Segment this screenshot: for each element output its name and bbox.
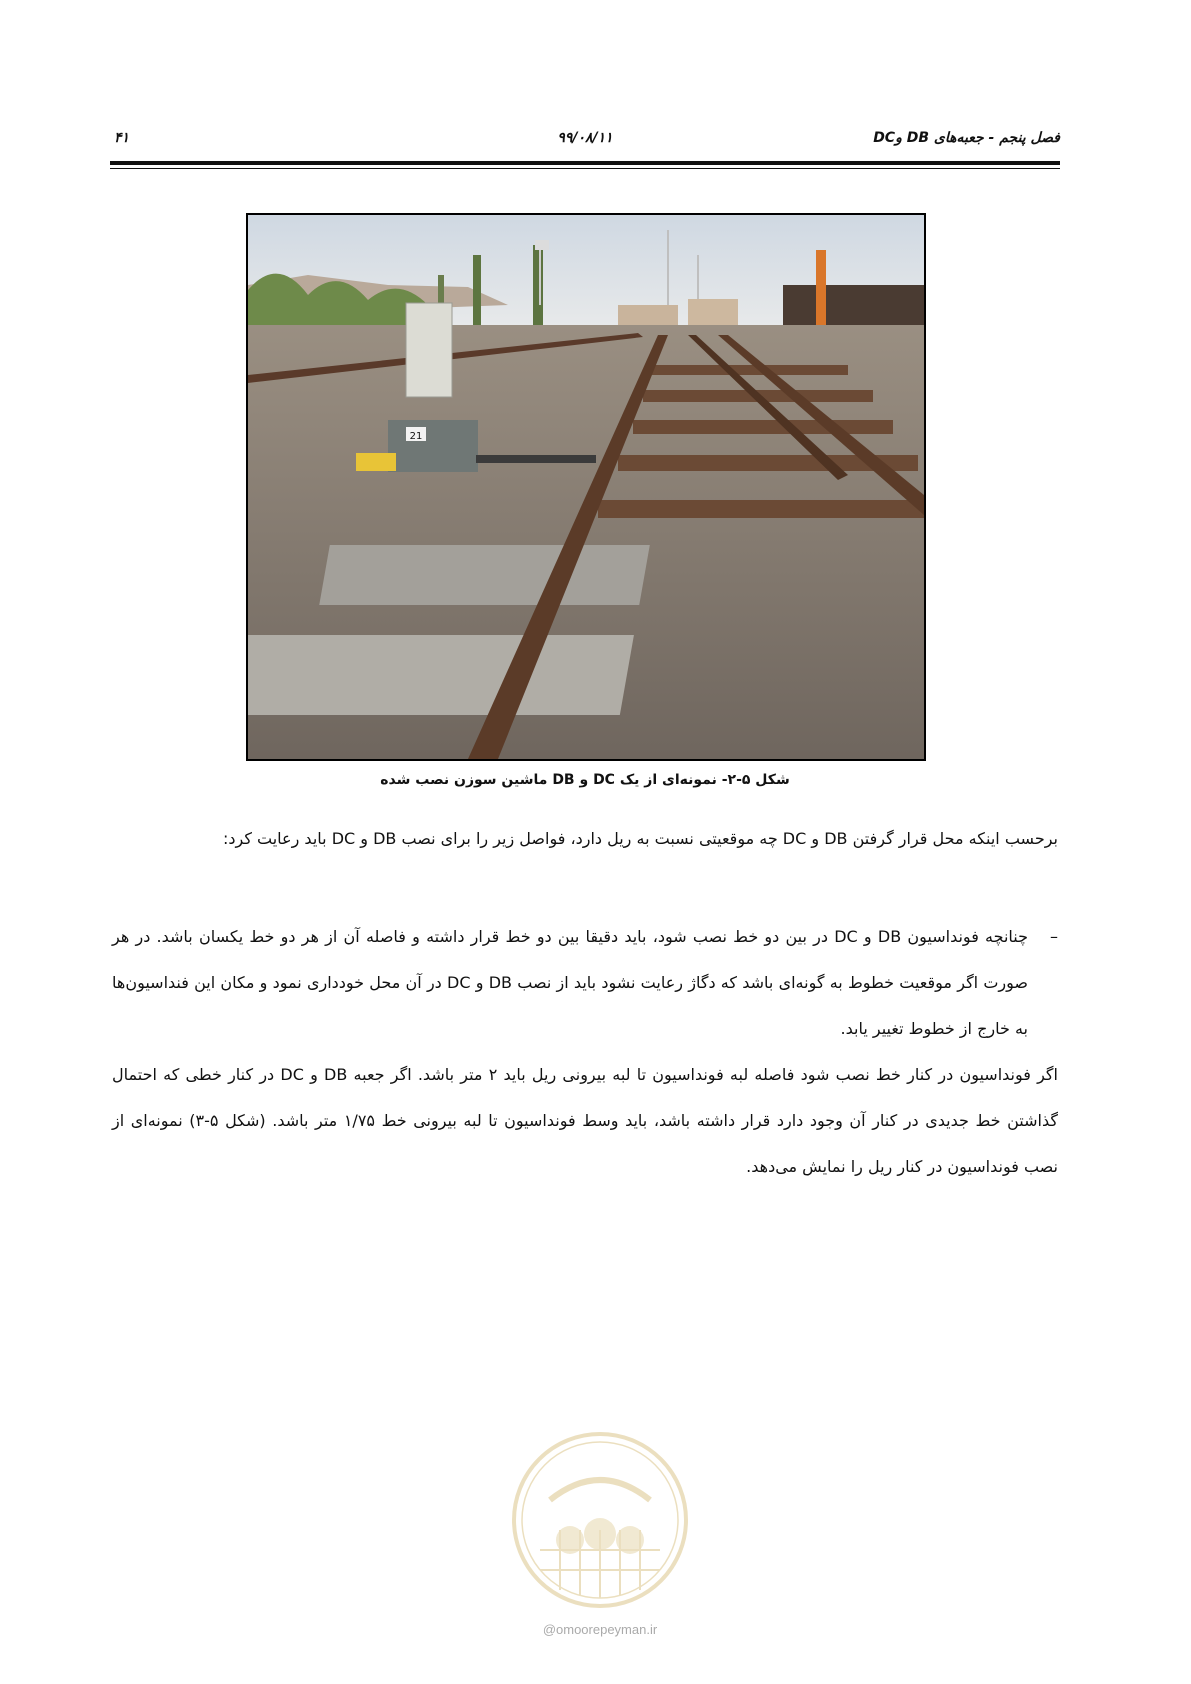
chapter-title: فصل پنجم - جعبه‌های DB وDC (873, 130, 1060, 146)
paragraph-foundation: اگر فونداسیون در کنار خط نصب شود فاصله لبه فونداسیون تا لبه بیرونی ریل باید ۲ متر باشد. اگر جعبه DB و DC در کنار خطی که احتمال گذاشتن خط جدیدی در کنار آن وجود دارد قرار داشته باشد، باید وسط فونداسیون تا لبه بیرونی خط ۱/۷۵ متر باشد. (شکل ۵-۳) نمونه‌ای از نصب فونداسیون در کنار ریل را نمایش می‌دهد. (112, 1065, 1058, 1176)
bullet-text: چنانچه فونداسیون DB و DC در بین دو خط نصب شود، باید دقیقا بین دو خط قرار داشته و فاصله آن از هر دو خط یکسان باشد. در هر صورت اگر موقعیت خطوط به گونه‌ای باشد که دگاژ رعایت نشود باید از نصب DB و DC در آن محل خودداری نمود و مکان این فنداسیون‌ها به خارج از خطوط تغییر یابد. (112, 927, 1029, 1038)
watermark-logo (510, 1430, 690, 1610)
watermark-url: @omoorepeyman.ir (542, 1622, 658, 1637)
bullet-dash: – (1050, 927, 1058, 946)
header-date: ۹۹/۰۸/۱۱ (557, 130, 613, 146)
machine-box-label: 21 (409, 431, 423, 442)
page-header (110, 130, 1060, 152)
railway-switch-photo (246, 213, 926, 761)
header-rule-thin (110, 168, 1060, 169)
bullet-item (112, 914, 1058, 1052)
figure-caption: شکل ۵-۲- نمونه‌ای از یک DC و DB ماشین سوزن نصب شده (380, 772, 790, 788)
paragraph-intro: برحسب اینکه محل قرار گرفتن DB و DC چه موقعیتی نسبت به ریل دارد، فواصل زیر را برای نصب DB و DC باید رعایت کرد: (222, 829, 1058, 848)
page-number: ۴۱ (114, 130, 130, 146)
header-rule-thick (110, 161, 1060, 165)
